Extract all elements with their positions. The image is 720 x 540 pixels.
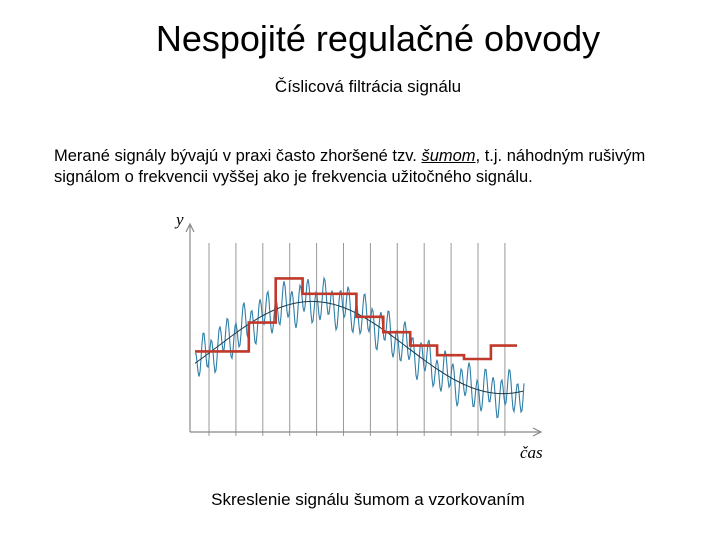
noisy-signal-line <box>195 278 524 418</box>
sampling-grid <box>209 243 505 436</box>
paragraph-line-1-start: Merané signály bývajú v praxi často zhoršené tzv. <box>54 147 422 165</box>
figure-caption: Skreslenie signálu šumom a vzorkovaním <box>211 490 525 509</box>
page-title: Nespojité regulačné obvody <box>155 18 601 59</box>
smooth-signal-line <box>195 301 523 393</box>
paragraph-line-2: signálom o frekvencii vyššej ako je frekvencia užitočného signálu. <box>54 168 533 186</box>
paragraph-line-1-end: , t.j. náhodným rušivým <box>475 147 646 165</box>
y-axis-label: y <box>176 210 184 229</box>
page-subtitle: Číslicová filtrácia signálu <box>274 77 462 96</box>
sampled-signal-line <box>195 278 517 359</box>
noise-term: šumom <box>421 147 476 165</box>
x-axis-label: čas <box>520 443 543 462</box>
